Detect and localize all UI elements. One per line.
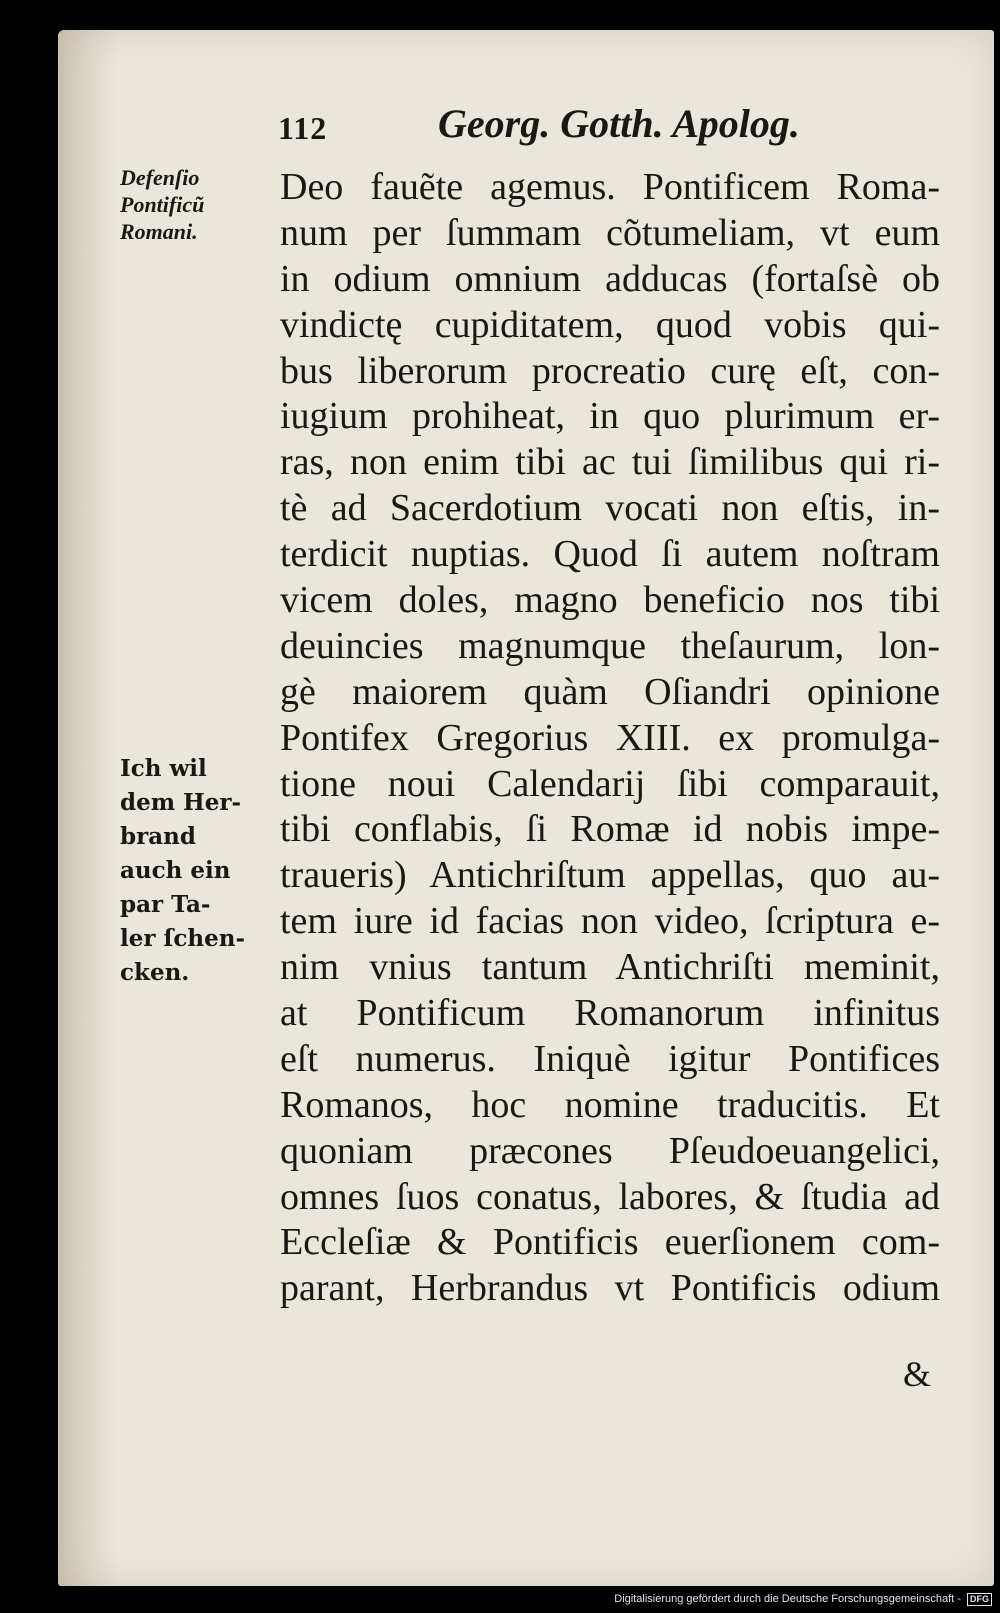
text-line: Deo fauẽte agemus. Pontificem Roma- [280, 166, 940, 208]
digitization-credit [614, 1592, 992, 1606]
margin-note-german [120, 752, 245, 990]
text-line: at Pontificum Romanorum infinitus [280, 992, 940, 1035]
margin-note-line: Defenſio [120, 165, 200, 190]
text-line: omnes ſuos conatus, labores, & ſtudia ad [280, 1175, 940, 1218]
text-line: deuincies magnumque theſaurum, lon- [280, 624, 940, 667]
dfg-logo: DFG [967, 1593, 992, 1606]
text-line: tè ad Sacerdotium vocati non eſtis, in- [280, 487, 940, 530]
text-line: quoniam præcones Pſeudoeuangelici, [280, 1129, 940, 1172]
page-header [278, 100, 918, 160]
page-number: 112 [278, 110, 328, 146]
text-line: vicem doles, magno beneficio nos tibi [280, 579, 940, 622]
text-line: iugium prohiheat, in quo plurimum er- [280, 395, 940, 438]
catchword: & [903, 1354, 932, 1394]
margin-note-line: Ich wil [120, 755, 207, 782]
book-page [58, 30, 994, 1586]
margin-note-line: Pontificũ [120, 192, 205, 217]
margin-note-line: ler ſchen- [120, 925, 246, 952]
margin-note-line: brand [120, 823, 196, 850]
margin-note-defensio [120, 164, 204, 245]
credit-text: Digitalisierung gefördert durch die Deutsche Forschungsgemeinschaft - [614, 1593, 961, 1605]
text-line: tione noui Calendarij ſibi comparauit, [280, 762, 940, 805]
text-line: Eccleſiæ & Pontificis euerſionem com- [280, 1221, 940, 1264]
text-line: tibi conflabis, ſi Romæ id nobis impe- [280, 808, 940, 851]
text-line: nim vnius tantum Antichriſti meminit, [280, 946, 940, 989]
margin-note-line: dem Her- [120, 789, 242, 816]
text-line: traueris) Antichriſtum appellas, quo au- [280, 854, 940, 897]
text-line: parant, Herbrandus vt Pontificis odium [280, 1267, 940, 1310]
text-line: eſt numerus. Iniquè igitur Pontifices [280, 1037, 940, 1080]
text-line: terdicit nuptias. Quod ſi autem noſtram [280, 533, 940, 576]
text-line: num per ſummam cõtumeliam, vt eum [280, 211, 940, 254]
text-line: bus liberorum procreatio curę eſt, con- [280, 349, 940, 392]
margin-note-line: auch ein [120, 857, 231, 884]
text-line: ras, non enim tibi ac tui ſimilibus qui ri- [280, 441, 940, 484]
margin-note-line: par Ta- [120, 891, 211, 918]
text-line: vindictę cupiditatem, quod vobis qui- [280, 303, 940, 346]
text-line: Romanos, hoc nomine traducitis. Et [280, 1083, 940, 1126]
margin-note-line: Romani. [120, 219, 198, 244]
running-title: Georg. Gotth. Apolog. [438, 101, 800, 146]
body-text [280, 165, 940, 1312]
text-line: Pontifex Gregorius XIII. ex promulga- [280, 716, 940, 759]
margin-note-line: cken. [120, 959, 190, 986]
text-line: gè maiorem quàm Oſiandri opinione [280, 670, 940, 713]
text-line: tem iure id facias non video, ſcriptura e- [280, 900, 940, 943]
text-line: in odium omnium adducas (fortaſsè ob [280, 257, 940, 300]
